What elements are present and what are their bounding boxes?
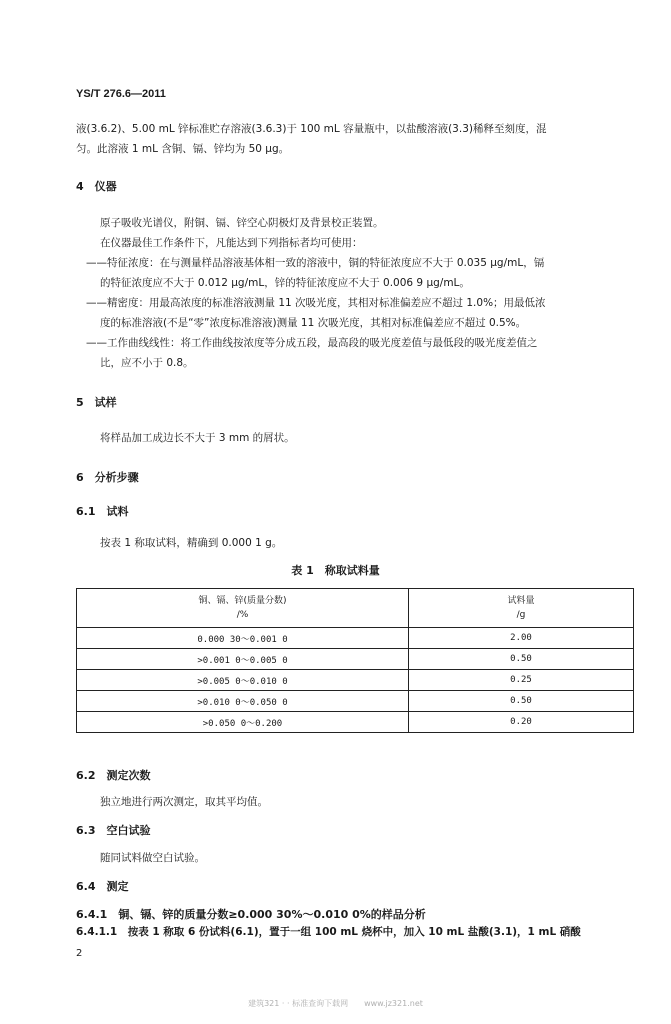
section-6-4-heading: 6.4 测定 [76, 880, 129, 893]
section-6-2-heading: 6.2 测定次数 [76, 769, 151, 782]
sample-mass-table [76, 588, 634, 733]
intro-line-2: 匀。此溶液 1 mL 含铜、镉、锌均为 50 μg。 [76, 143, 290, 155]
section-6-3-heading: 6.3 空白试验 [76, 824, 151, 837]
sec4-bullet-2a: ——精密度：用最高浓度的标准溶液测量 11 次吸光度，其相对标准偏差应不超过 1.0%；用最低浓 [86, 297, 546, 309]
standard-number: YS/T 276.6—2011 [76, 88, 166, 100]
row-mass: 2.00 [409, 628, 634, 649]
row-range: >0.001 0～0.005 0 [77, 649, 409, 670]
section-5-heading: 5 试样 [76, 396, 117, 409]
section-6-4-1-1-line: 6.4.1.1 按表 1 称取 6 份试料(6.1)，置于一组 100 mL 烧杯中，加入 10 mL 盐酸(3.1)，1 mL 硝酸 [76, 926, 581, 938]
row-range: 0.000 30～0.001 0 [77, 628, 409, 649]
row-range: >0.010 0～0.050 0 [77, 691, 409, 712]
sec4-bullet-3a: ——工作曲线线性：将工作曲线按浓度等分成五段，最高段的吸光度差值与最低段的吸光度差值之 [86, 337, 538, 349]
table-1-title: 表 1 称取试料量 [291, 564, 380, 577]
row-range: >0.050 0～0.200 [77, 712, 409, 733]
header-mass-label: 试料量 [507, 596, 535, 606]
row-mass: 0.25 [409, 670, 634, 691]
sec6-2-paragraph: 独立地进行两次测定，取其平均值。 [100, 796, 268, 808]
sec4-paragraph-2: 在仪器最佳工作条件下，凡能达到下列指标者均可使用： [100, 237, 363, 249]
sec4-bullet-1b: 的特征浓度应不大于 0.012 μg/mL，锌的特征浓度应不大于 0.006 9 μg/mL。 [100, 277, 470, 289]
sec4-bullet-2b: 度的标准溶液(不是“零”浓度标准溶液)测量 11 次吸光度，其相对标准偏差应不超过 0.5%。 [100, 317, 527, 329]
page-number: 2 [76, 948, 83, 959]
sec4-paragraph-1: 原子吸收光谱仪，附铜、镉、锌空心阴极灯及背景校正装置。 [100, 217, 384, 229]
table-row [77, 628, 634, 649]
table-header-mass [409, 589, 634, 628]
sec4-bullet-1a: ——特征浓度：在与测量样品溶液基体相一致的溶液中，铜的特征浓度应不大于 0.035 μg/mL，镉 [86, 257, 545, 269]
section-4-heading: 4 仪器 [76, 180, 117, 193]
sec6-1-paragraph: 按表 1 称取试料，精确到 0.000 1 g。 [100, 537, 283, 549]
header-mass-unit: /g [516, 610, 526, 620]
table-row [77, 670, 634, 691]
table-row [77, 712, 634, 733]
sec5-paragraph: 将样品加工成边长不大于 3 mm 的屑状。 [100, 432, 295, 444]
table-row [77, 691, 634, 712]
intro-line-1: 液(3.6.2)、5.00 mL 锌标准贮存溶液(3.6.3)于 100 mL 容量瓶中，以盐酸溶液(3.3)稀释至刻度，混 [76, 123, 547, 135]
table-header-content [77, 589, 409, 628]
table-row [77, 649, 634, 670]
sec4-bullet-3b: 比，应不小于 0.8。 [100, 357, 194, 369]
row-mass: 0.50 [409, 649, 634, 670]
header-content-label: 铜、镉、锌(质量分数) [198, 596, 287, 606]
section-6-1-heading: 6.1 试料 [76, 505, 129, 518]
header-content-unit: /% [236, 610, 249, 620]
footer-watermark: 建筑321 · · 标准查询下载网 www.jz321.net [248, 999, 423, 1008]
section-6-4-1-heading: 6.4.1 铜、镉、锌的质量分数≥0.000 30%～0.010 0%的样品分析 [76, 908, 426, 921]
row-mass: 0.50 [409, 691, 634, 712]
sec6-3-paragraph: 随同试料做空白试验。 [100, 852, 205, 864]
section-6-heading: 6 分析步骤 [76, 471, 139, 484]
row-mass: 0.20 [409, 712, 634, 733]
row-range: >0.005 0～0.010 0 [77, 670, 409, 691]
